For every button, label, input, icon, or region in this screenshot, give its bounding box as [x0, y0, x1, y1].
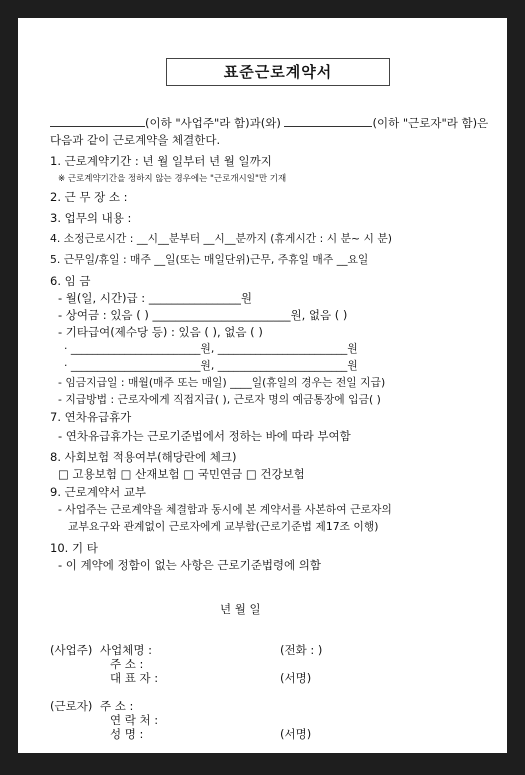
- annual-leave-text: - 연차유급휴가는 근로기준법에서 정하는 바에 따라 부여함: [58, 429, 351, 443]
- wage-other: - 기타급여(제수당 등) : 있음 ( ), 없음 ( ): [58, 325, 263, 339]
- wage-other-line-2: · ________________________원, ________________________원: [64, 359, 358, 372]
- job-duties: 3. 업무의 내용 :: [50, 211, 132, 225]
- other-text: - 이 계약에 정함이 없는 사항은 근로기준법령에 의함: [58, 558, 322, 572]
- employer-signature: (서명): [280, 671, 312, 685]
- contract-period: 1. 근로계약기간 : 년 월 일부터 년 월 일까지: [50, 154, 272, 168]
- intro-worker-tail: (이하 "근로자"라 함)은: [372, 116, 489, 130]
- wage-heading: 6. 임 금: [50, 274, 91, 288]
- intro-line-2: 다음과 같이 근로계약을 체결한다.: [50, 133, 221, 147]
- contract-delivery-heading: 9. 근로계약서 교부: [50, 485, 147, 499]
- employer-phone: (전화 : ): [280, 643, 323, 657]
- contract-date: 년 월 일: [220, 602, 261, 616]
- wage-payment-method: - 지급방법 : 근로자에게 직접지급( ), 근로자 명의 예금통장에 입금( ): [58, 393, 381, 406]
- social-insurance-heading: 8. 사회보험 적용여부(해당란에 체크): [50, 450, 237, 464]
- wage-payday: - 임금지급일 : 매월(매주 또는 매일) ____일(휴일의 경우는 전일 지급): [58, 376, 386, 389]
- employer-ceo-label: 대 표 자 :: [110, 671, 159, 685]
- worker-name-label: 성 명 :: [110, 727, 144, 741]
- worker-contact-label: 연 락 처 :: [110, 713, 159, 727]
- worker-address-label: 주 소 :: [100, 699, 134, 713]
- employer-company-label: 사업체명 :: [100, 643, 152, 657]
- employer-name-blank[interactable]: [50, 115, 145, 127]
- employer-address-label: 주 소 :: [110, 657, 144, 671]
- intro-line-1: [50, 115, 510, 131]
- wage-bonus: - 상여금 : 있음 ( ) ________________________원, 없음 ( ): [58, 308, 348, 322]
- contract-delivery-text-1: - 사업주는 근로계약을 체결함과 동시에 본 계약서를 사본하여 근로자의: [58, 503, 392, 516]
- other-heading: 10. 기 타: [50, 541, 98, 555]
- working-hours: 4. 소정근로시간 : __시__분부터 __시__분까지 (휴게시간 : 시 분~ 시 분): [50, 232, 393, 245]
- employer-label: (사업주): [50, 643, 93, 657]
- workdays-holidays: 5. 근무일/휴일 : 매주 __일(또는 매일단위)근무, 주휴일 매주 __요일: [50, 253, 369, 266]
- wage-monthly: - 월(일, 시간)급 : ________________원: [58, 291, 252, 305]
- contract-delivery-text-2: 교부요구와 관계없이 근로자에게 교부함(근로기준법 제17조 이행): [68, 520, 379, 533]
- workplace: 2. 근 무 장 소 :: [50, 190, 128, 204]
- intro-employer-tail: (이하 "사업주"라 함)과(와): [145, 116, 281, 130]
- contract-sheet: [18, 18, 507, 753]
- worker-signature: (서명): [280, 727, 312, 741]
- annual-leave-heading: 7. 연차유급휴가: [50, 410, 132, 424]
- social-insurance-options[interactable]: □ 고용보험 □ 산재보험 □ 국민연금 □ 건강보험: [58, 467, 305, 481]
- worker-label: (근로자): [50, 699, 93, 713]
- document-title: 표준근로계약서: [166, 58, 390, 86]
- wage-other-line-1: · ________________________원, ________________________원: [64, 342, 358, 355]
- contract-period-note: ※ 근로계약기간을 정하지 않는 경우에는 "근로개시일"만 기재: [58, 174, 287, 184]
- worker-name-blank[interactable]: [284, 115, 372, 127]
